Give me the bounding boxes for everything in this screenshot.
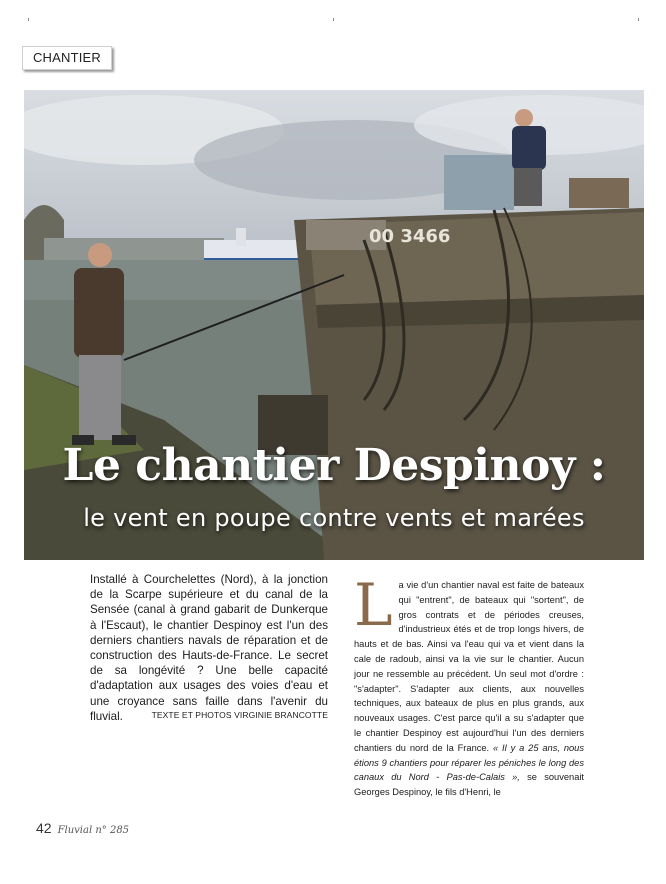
barge-number: 00 3466 <box>369 226 451 247</box>
article-body <box>354 571 585 800</box>
page-footer <box>36 820 129 836</box>
hero-photo <box>24 90 644 560</box>
article-paragraph-end: se souvenait Georges Despinoy, le fils d'Henri, le <box>354 772 585 798</box>
lead-paragraph: Installé à Courchelettes (Nord), à la jonction de la Scarpe supérieure et du canal de la Sensée (canal à grand gabarit de Dunkerque à l'Escaut), le chantier Despinoy est l'un des derniers chantiers navals de réparation et de construction des Hauts-de-France. Le secret de sa longévité ? Une belle capacité d'adaptation aux usages des voies d'eau et une croyance sans faille dans l'avenir du fluvial. <box>90 573 328 723</box>
article-paragraph: a vie d'un chantier naval est faite de bateaux qui "entrent", de bateaux qui "sortent", de gros contrats et de périodes creuses, d'industrieux étés et de trop longs hivers, de hauts et de bas. Ainsi va l'eau qui va et vient dans la cale de radoub, ainsi va la vie sur le chantier. Aucun jour ne ressemble au précédent. Un seul mot d'ordre : "s'adapter". S'adapter aux clients, aux nouvelles techniques, aux bateaux de plus en plus grands, aux nouveaux usages. C'est parce qu'il a su s'adapter que le chantier Despinoy est aujourd'hui l'un des derniers chantiers du nord de la France. <box>354 580 584 753</box>
page-number: 42 <box>36 820 52 836</box>
section-tag: CHANTIER <box>22 46 112 70</box>
article-quote: « Il y a 25 ans, nous étions 9 chantiers pour réparer les péniches le long des canaux du Nord - Pas-de-Calais », <box>354 742 584 783</box>
crop-mark <box>638 18 639 21</box>
drop-cap: L <box>354 571 393 639</box>
crop-mark <box>333 18 334 21</box>
subheadline: le vent en poupe contre vents et marées <box>83 504 585 532</box>
magazine-name: Fluvial n° 285 <box>57 825 130 836</box>
photo-credit: TEXTE ET PHOTOS VIRGINIE BRANCOTTE <box>151 710 328 720</box>
crop-mark <box>28 18 29 21</box>
headline: Le chantier Despinoy : <box>62 440 606 491</box>
